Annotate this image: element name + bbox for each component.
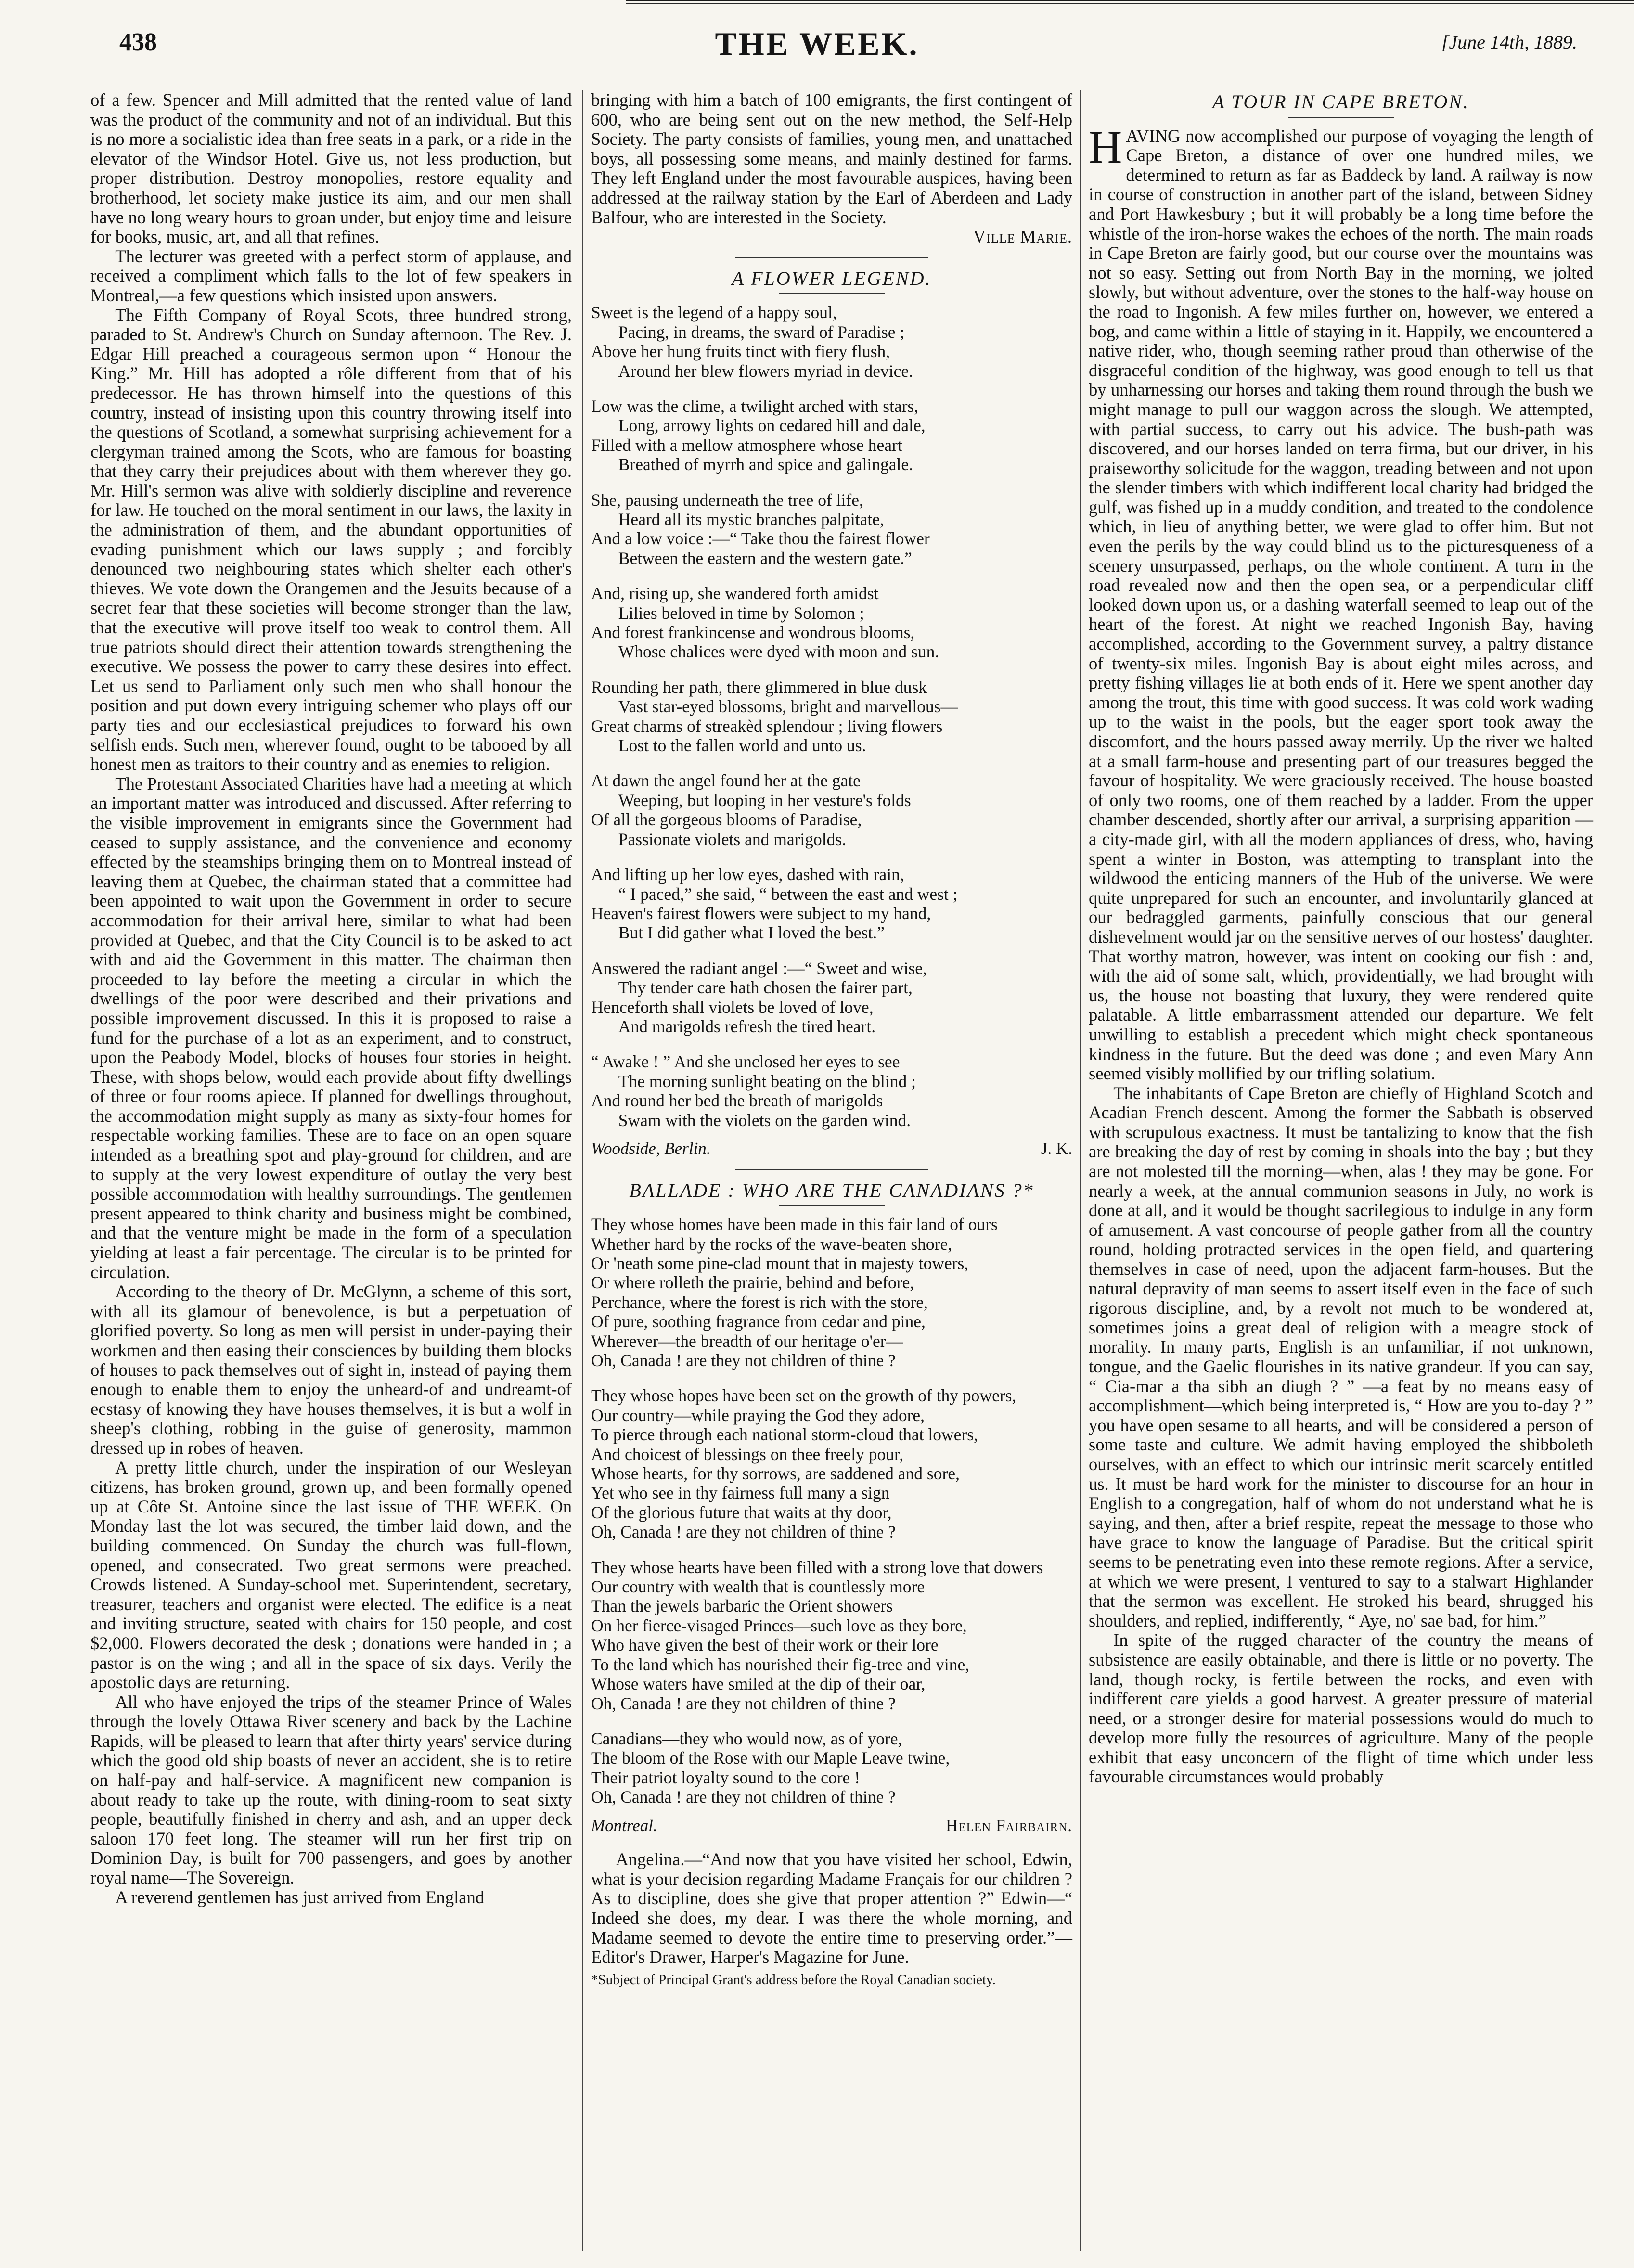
poem-line: Vast star-eyed blossoms, bright and marvellous— [618, 697, 958, 717]
page-header [0, 28, 1634, 71]
poem-line: To the land which has nourished their fig-tree and vine, [591, 1654, 970, 1674]
poem-line: Our country with wealth that is countlessly more [591, 1577, 925, 1597]
poem-line: And lifting up her low eyes, dashed with rain, [591, 865, 904, 884]
title-rule [1288, 117, 1394, 118]
poem-line: Around her blew flowers myriad in device. [618, 361, 913, 381]
poem-line: Or 'neath some pine-clad mount that in majesty towers, [591, 1253, 969, 1273]
poem-line: And a low voice :—“ Take thou the fairest flower [591, 529, 930, 549]
poem-line: Filled with a mellow atmosphere whose heart [591, 435, 902, 455]
paragraph: According to the theory of Dr. McGlynn, a scheme of this sort, with all its glamour of benevolence, is but a perpetuation of glorified poverty. So long as men will persist in under-paying their workmen and then easing their consciences by building them blocks of houses to pack themselves out of sight in, instead of paying them enough to enable them to enjoy the unheard-of and undreamt-of ecstasy of knowing they have houses themselves, it is but a wolf in sheep's clothing, robbing in the guise of generosity, mammon dressed up in robes of heaven. [90, 1281, 572, 1458]
paragraph: of a few. Spencer and Mill admitted that the rented value of land was the product of the community and not of an individual. But this is no more a socialistic idea than free seats in a park, or a ride in the elevator of the Windsor Hotel. Give us, not less production, but proper distribution. Destroy monopolies, restore equality and brotherhood, let society make justice its aim, and our men shall have no long weary hours to groan under, but enjoy time and leisure for books, music, art, and all that refines. [90, 90, 572, 247]
poem-line: But I did gather what I loved the best.” [618, 923, 885, 943]
poem-byline [591, 1139, 1072, 1159]
poem-place: Montreal. [591, 1816, 657, 1835]
poem-line: Whether hard by the rocks of the wave-beaten shore, [591, 1234, 952, 1254]
poem-line: They whose homes have been made in this fair land of ours [591, 1215, 998, 1234]
poem-place: Woodside, Berlin. [591, 1139, 711, 1158]
column-1 [90, 90, 572, 1907]
poem-line: Of all the gorgeous blooms of Paradise, [591, 810, 862, 830]
poem-line: Canadians—they who would now, as of yore, [591, 1729, 902, 1748]
poem-title-flower-legend: A FLOWER LEGEND. [732, 267, 932, 289]
poem-line: Breathed of myrrh and spice and galingale. [618, 455, 913, 474]
paragraph: In spite of the rugged character of the country the means of subsistence are easily obtainable, and there is little or no poverty. The land, though rocky, is fertile between the rocks, and even with indifferent care yields a good harvest. A greater pressure of material need, or a stronger desire for material possessions would do much to develop more fully the resources of agriculture. Many of the people exhibit that easy unconcern of the flight of time which under less favourable circumstances would probably [1089, 1630, 1593, 1787]
stanza [591, 490, 1072, 568]
paragraph: The inhabitants of Cape Breton are chiefly of Highland Scotch and Acadian French descent. Among the former the Sabbath is observed with scrupulous exactness. It must be tantalizing to know that the fish are breaking the day of rest by coming in shoals into the bay ; but they are not molested till the morning—when, alas ! they may be gone. For nearly a week, at the annual communion seasons in July, no work is done at all, and it would be thought sacrilegious to indulge in any form of amusement. A vast concourse of people gather from all the country round, holding protracted services in the open field, and quartering themselves in case of need, upon the adjacent farm-houses. But the natural depravity of man seems to assert itself even in the face of such rigorous discipline, and, by a revolt not much to be wondered at, sometimes joins a great deal of religion with a meagre stock of morality. In many parts, English is an unfamiliar, if not unknown, tongue, and the Gaelic flourishes in its native grandeur. If you can say, “ Cia-mar a tha sibh an diugh ? ” —a feat by no means easy of accomplishment—which being interpreted is, “ How are you to-day ? ” you have open sesame to all hearts, and will be considered a person of some taste and culture. We admit having employed the shibboleth ourselves, with an effect to which our intrinsic merit scarcely entitled us. It must be hard work for the minister to discourse for an hour in English to a congregation, half of whom do not understand what he is saying, and then, after a brief respite, repeat the message to those who have grace to know the language of Paradise. But the critical spirit seems to be penetrating even into these remote regions. After a service, at which we were present, I ventured to say to a stalwart Highlander that the sermon was excellent. He stroked his beard, shrugged his shoulders, and replied, indifferently, “ Aye, no' sae bad, for him.” [1089, 1083, 1593, 1630]
poem-line: Low was the clime, a twilight arched with stars, [591, 396, 919, 416]
poem-title-ballade: BALLADE : WHO ARE THE CANADIANS ?* [629, 1179, 1034, 1201]
poem-line: Pacing, in dreams, the sward of Paradise ; [618, 322, 905, 342]
column-rule-1 [582, 90, 583, 2251]
poem-byline [591, 1816, 1072, 1836]
poem-line: Than the jewels barbaric the Orient showers [591, 1596, 893, 1616]
poem-line: Sweet is the legend of a happy soul, [591, 303, 837, 322]
poem-line: Heard all its mystic branches palpitate, [618, 510, 884, 529]
poem-line: Passionate violets and marigolds. [618, 829, 847, 849]
stanza [591, 1215, 1072, 1370]
poem-line: And, rising up, she wandered forth amidst [591, 584, 879, 603]
stanza [591, 584, 1072, 662]
poem-line: Thy tender care hath chosen the fairer part, [618, 978, 913, 998]
paragraph: A reverend gentlemen has just arrived from England [115, 1887, 485, 1907]
poem-line: Lost to the fallen world and unto us. [618, 736, 866, 756]
poem-flower-legend [591, 303, 1072, 1130]
poem-line: Of the glorious future that waits at thy door, [591, 1502, 892, 1522]
poem-line: And round her bed the breath of marigolds [591, 1091, 883, 1111]
stanza [591, 303, 1072, 381]
stanza [591, 678, 1072, 756]
stanza [591, 771, 1072, 849]
poem-line: Swam with the violets on the garden wind. [618, 1110, 911, 1130]
poem-ballade [591, 1215, 1072, 1807]
paragraph: The Protestant Associated Charities have had a meeting at which an important matter was introduced and discussed. After referring to the visible improvement in emigrants since the Government had ceased to supply assistance, and the convenience and economy effected by the steamships bringing them on to Montreal instead of leaving them at Quebec, the chairman stated that a committee had been appointed to wait upon the Government in order to secure accommodation for their arrival here, similar to what had been provided at Quebec, and that the City Council is to be asked to act with and aid the Government in this matter. The chairman then proceeded to lay before the meeting a circular in which the dwellings of the poor were described and their privations and possible improvement discussed. In this it is proposed to raise a fund for the purchase of a lot as an experiment, and to construct, upon the Peabody Model, blocks of houses four stories in height. These, with shops below, would each provide about fifty dwellings of three or four rooms apiece. If planned for dwellings throughout, the accommodation might supply as many as sixty-four homes for respectable working families. These are to face on an open square intended as a breathing spot and play-ground for children, and are to supply at the very lowest expenditure of outlay the very best possible accommodation with healthy surroundings. The gentlemen present appeared to think charity and business might be combined, and that the venture might be made in the form of a speculation yielding at least a fair percentage. The circular is to be printed for circulation. [90, 773, 572, 1282]
poem-line: Oh, Canada ! are they not children of thine ? [591, 1787, 896, 1807]
poem-line: Whose chalices were dyed with moon and sun. [618, 642, 939, 662]
stanza [591, 865, 1072, 943]
poem-line: Of pure, soothing fragrance from cedar and pine, [591, 1312, 926, 1332]
poem-line: Oh, Canada ! are they not children of thine ? [591, 1693, 896, 1713]
section-divider [735, 257, 928, 258]
poem-line: Their patriot loyalty sound to the core ! [591, 1768, 860, 1787]
poem-line: Whose hearts, for thy sorrows, are saddened and sore, [591, 1464, 960, 1484]
poem-line: And marigolds refresh the tired heart. [618, 1016, 876, 1036]
poem-line: Between the eastern and the western gate.” [618, 548, 912, 568]
poem-line: Or where rolleth the prairie, behind and before, [591, 1273, 914, 1293]
poem-line: Whose waters have smiled at the dip of their oar, [591, 1674, 926, 1694]
poem-line: They whose hopes have been set on the growth of thy powers, [591, 1386, 1016, 1406]
stanza [591, 397, 1072, 474]
poem-line: Yet who see in thy fairness full many a sign [591, 1483, 890, 1503]
poem-line: At dawn the angel found her at the gate [591, 771, 861, 791]
paragraph: A pretty little church, under the inspiration of our Wesleyan citizens, has broken ground, grown up, and been formally opened up at Côte St. Antoine since the last issue of THE WEEK. On Monday last the lot was secured, the timber laid down, and the building commenced. On Sunday the church was full-flown, opened, and consecrated. Two great sermons were preached. Crowds listened. A Sunday-school met. Superintendent, secretary, treasurer, teachers and organist were elected. The edifice is a neat and inviting structure, seated with chairs for 150 people, and cost $2,000. Flowers decorated the desk ; donations were handed in ; a pastor is on the wing ; and all in the space of six days. Verily the apostolic days are returning. [90, 1457, 572, 1692]
poem-line: Who have given the best of their work or their lore [591, 1635, 939, 1655]
poem-line: Heaven's fairest flowers were subject to my hand, [591, 903, 931, 923]
poem-line: Henceforth shall violets be loved of love, [591, 997, 874, 1017]
paragraph-text: AVING now accomplished our purpose of voyaging the length of Cape Breton, a distance of over one hundred miles, we determined to return as far as Baddeck by land. A railway is now in course of construction in another part of the island, between Sidney and Port Hawkesbury ; but it will probably be a long time before the whistle of the iron-horse wakes the echoes of the north. The main roads in Cape Breton are fairly good, but our course over the mountains was not so easy. Setting out from North Bay in the morning, we jolted slowly, but without adventure, over the stones to the half-way house on the road to Ingonish. A few miles further on, however, we entered a bog, and came within a little of staying in it. Happily, we encountered a native rider, who, though seeming rather proud than otherwise of the disgraceful condition of the highway, was good enough to tell us that by unharnessing our horses and taking them round through the bush we might manage to pull our waggon across the slough. We attempted, with partial success, to carry out his advice. The bush-path was discovered, and our horses landed on terra firma, but our driver, in his praiseworthy solicitude for the waggon, treading between and not upon the slender timbers with which indifferent local charity had bridged the gulf, was fished up in a muddy condition, and treated to the condolence which, in lieu of anything better, we were glad to offer him. But not even the perils by the way could blind us to the picturesqueness of a scenery unsurpassed, perhaps, on the whole continent. A turn in the road revealed now and then the open sea, or a perpendicular cliff looked down upon us, or a dashing waterfall seemed to leap out of the heart of the forest. At night we reached Ingonish Bay, having accomplished, according to the Government survey, a paltry distance of twenty-six miles. Ingonish Bay is about eight miles across, and pretty fishing villages lie at both ends of it. Here we spent another day among the trout, this time with good success. It was cold work wading up to the waist in the pools, but the eager sport took away the discomfort, and the hours passed away merrily. Up the river we halted at a small farm-house and presenting part of our treasures begged the favour of hospitality. We were graciously received. The house boasted of only two rooms, one of them reached by a ladder. From the upper chamber descended, shortly after our arrival, a surprising apparition —a city-made girl, with all the modern appliances of dress, who, having spent a winter in Boston, was attempting to transplant into the wildwood the enticing manners of the Hub of the universe. We were quite unprepared for such an encounter, and involuntarily glanced at our bedraggled garments, painfully conscious that our general dishevelment would jar on the sensitive nerves of our hostess' daughter. That worthy matron, however, was intent on cooking our fish : and, with the aid of some salt, which, providentially, we had brought with us, the house not boasting that luxury, they were rendered quite palatable. A little embarrassment attended our departure. We felt unwilling to establish a precedent which might check spontaneous kindness in the future. But the deed was done ; and even Mary Ann seemed visibly mollified by our trifling solatium. [1089, 126, 1593, 1084]
drop-cap: H [1089, 121, 1122, 173]
poem-line: Our country—while praying the God they adore, [591, 1405, 925, 1425]
poem-line: Long, arrowy lights on cedared hill and dale, [618, 416, 926, 436]
poem-line: “ Awake ! ” And she unclosed her eyes to see [591, 1052, 900, 1072]
poem-line: The morning sunlight beating on the blind ; [618, 1071, 916, 1091]
poem-line: To pierce through each national storm-cloud that lowers, [591, 1425, 978, 1445]
masthead: THE WEEK. [715, 26, 919, 62]
poem-line: “ I paced,” she said, “ between the east and west ; [618, 884, 958, 904]
article-title-cape-breton: A TOUR IN CAPE BRETON. [1212, 91, 1469, 113]
column-3 [1089, 90, 1593, 1787]
poem-line: Answered the radiant angel :—“ Sweet and wise, [591, 958, 927, 978]
stanza [591, 1558, 1072, 1713]
poem-line: Lilies beloved in time by Solomon ; [618, 603, 864, 623]
poem-line: Oh, Canada ! are they not children of thine ? [591, 1522, 896, 1542]
stanza [591, 959, 1072, 1037]
title-rule [779, 1205, 885, 1206]
paragraph: bringing with him a batch of 100 emigrants, the first contingent of 600, who are being sent out on the new method, the Self-Help Society. The party consists of families, young men, and unattached boys, all possessing some means, and mainly destined for farms. They left England under the most favourable auspices, having been addressed at the railway station by the Earl of Aberdeen and Lady Balfour, who are interested in the Society. [591, 90, 1072, 227]
stanza [591, 1052, 1072, 1130]
poem-author: J. K. [1041, 1139, 1072, 1158]
poem-line: And choicest of blessings on thee freely pour, [591, 1444, 904, 1464]
poem-line: Wherever—the breadth of our heritage o'er— [591, 1331, 903, 1351]
poem-line: Perchance, where the forest is rich with the store, [591, 1292, 928, 1312]
column-rule-2 [1080, 90, 1081, 2251]
poem-line: Above her hung fruits tinct with fiery flush, [591, 342, 890, 361]
section-divider [735, 1169, 928, 1170]
stanza [591, 1386, 1072, 1541]
poem-line: Rounding her path, there glimmered in blue dusk [591, 677, 927, 697]
paragraph [1089, 121, 1593, 1084]
poem-line: Oh, Canada ! are they not children of thine ? [591, 1351, 896, 1370]
title-rule [779, 293, 885, 294]
signature-ville-marie: Ville Marie. [973, 227, 1072, 247]
poem-line: She, pausing underneath the tree of life, [591, 490, 863, 510]
poem-line: Weeping, but looping in her vesture's folds [618, 790, 911, 810]
column-2 [591, 90, 1072, 1988]
footnote: *Subject of Principal Grant's address before the Royal Canadian society. [591, 1972, 996, 1987]
poem-line: The bloom of the Rose with our Maple Leave twine, [591, 1748, 950, 1768]
paragraph: The Fifth Company of Royal Scots, three hundred strong, paraded to St. Andrew's Church on Sunday afternoon. The Rev. J. Edgar Hill preached a courageous sermon upon “ Honour the King.” Mr. Hill has adopted a rôle different from that of his predecessor. He has thrown himself into the questions of this country, instead of insisting upon this country throwing itself into the questions of Scotland, a somewhat surprising achievement for a clergyman trained among the Scots, who are famous for boasting that they carry their prejudices about with them wherever they go. Mr. Hill's sermon was alive with soldierly discipline and reverence for law. He touched on the moral sentiment in our laws, the laxity in the administration of them, and the abundant opportunities of evading punishment which our laws supply ; and forcibly denounced two neighbouring states which shelter each other's thieves. We vote down the Orangemen and the Jesuits because of a secret fear that these societies will become stronger than the law, that the executive will prove itself too weak to control them. All true patriots should direct their attention towards strengthening the executive. We possess the power to carry these desires into effect. Let us send to Parliament only such men who shall honour the position and put down every intriguing schemer who plays off our party ties and our ecclesiastical prejudices to forward his own selfish ends. Such men, wherever found, ought to be tabooed by all honest men as traitors to their country and as enemies to religion. [90, 305, 572, 774]
poem-line: They whose hearts have been filled with a strong love that dowers [591, 1557, 1043, 1577]
poem-line: Great charms of streakèd splendour ; living flowers [591, 716, 943, 736]
anecdote-angelina: Angelina.—“And now that you have visited her school, Edwin, what is your decision regarding Madame Français for our children ? As to discipline, does she give that proper attention ?” Edwin—“ Indeed she does, my dear. I was there the whole morning, and Madame seemed to devote the entire time to preserving order.”—Editor's Drawer, Harper's Magazine for June. [591, 1849, 1072, 1967]
issue-date: [June 14th, 1889. [1441, 31, 1577, 53]
poem-line: On her fierce-visaged Princes—such love as they bore, [591, 1615, 967, 1635]
page-number: 438 [119, 28, 157, 56]
poem-author: Helen Fairbairn. [946, 1816, 1072, 1835]
poem-line: And forest frankincense and wondrous blooms, [591, 623, 915, 642]
paragraph: All who have enjoyed the trips of the steamer Prince of Wales through the lovely Ottawa River scenery and back by the Lachine Rapids, will be pleased to learn that after thirty years' service during which the good old ship boasts of never an accident, she is to retire on half-pay and half-service. A magnificent new companion is about ready to take up the route, with dining-room to seat sixty people, beautifully finished in cherry and ash, and an upper deck saloon 170 feet long. The steamer will run her first trip on Dominion Day, is built for 700 passengers, and goes by another royal name—The Sovereign. [90, 1691, 572, 1888]
paragraph: The lecturer was greeted with a perfect storm of applause, and received a compliment which falls to the lot of few speakers in Montreal,—a few questions which insisted upon answers. [90, 246, 572, 305]
stanza [591, 1729, 1072, 1807]
top-rule [626, 0, 1634, 8]
